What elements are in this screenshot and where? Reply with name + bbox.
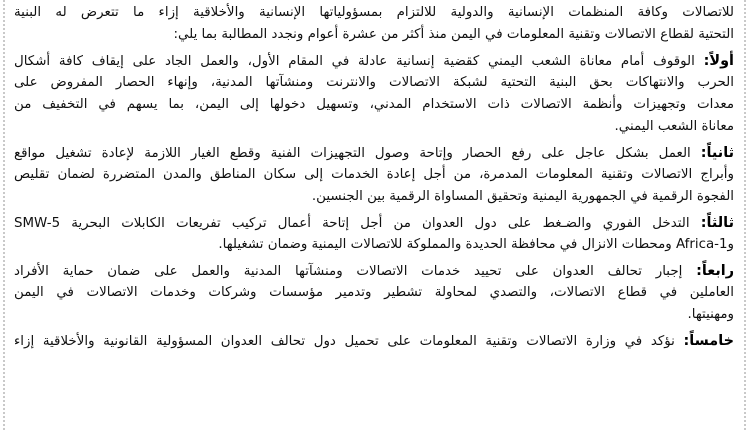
point-3-text-1: التدخل الفوري والضـغط على دول العدوان من أجل إتاحة أعمال تركيب تفريعات الكابلات البحرية bbox=[71, 216, 690, 231]
point-1-line-4: معاناة الشعب اليمني. bbox=[614, 119, 734, 134]
point-5-text-1: نؤكد في وزارة الاتصالات وتقنية المعلومات على تحميل دول تحالف العدوان المسؤولية القانونية والأخلاقية إزاء bbox=[14, 334, 675, 349]
point-1-line-3: معدات وتجهيزات وأنظمة الاتصالات ذات الاستخدام المدني، وتسهيل دخولها إلى اليمن، بما يسهم في التخفيف من bbox=[14, 97, 734, 112]
point-3-waw: و bbox=[727, 237, 734, 252]
intro-line-1: للاتصالات وكافة المنظمات الإنسانية والدولية للالتزام بمسؤولياتها الإنسانية والأخلاقية إزاء ما تتعرض له البنية bbox=[14, 5, 734, 20]
point-1-text-1: الوقوف أمام معاناة الشعب اليمني كقضية إنسانية عادلة في المقام الأول، والعمل الجاد على إيقاف كافة أشكال bbox=[14, 54, 695, 69]
point-4-label: رابعاً: bbox=[696, 263, 734, 279]
document-body bbox=[14, 0, 734, 352]
point-1-line-2: الحرب والانتهاكات بحق البنية التحتية لشبكة الاتصالات والانترنت ومنشآتها المدنية، وإنهاء الحصار المفروض على bbox=[14, 75, 734, 90]
intro-line-2: التحتية لقطاع الاتصالات وتقنية المعلومات في اليمن منذ أكثر من عشرة أعوام ونجدد المطالبة بما يلي: bbox=[173, 27, 734, 42]
point-3-line-1 bbox=[14, 212, 734, 234]
left-dotted-border bbox=[3, 0, 5, 430]
right-dotted-border bbox=[744, 0, 746, 430]
point-5-label: خامساً: bbox=[683, 333, 734, 349]
point-2-line-2: وأبراج الاتصالات وتقنية المعلومات المدمرة، من أجل إعادة الخدمات إلى سكان المناطق والمدن المتضررة لضمان تقليص bbox=[14, 167, 734, 182]
point-1-label: أولاً: bbox=[703, 53, 734, 69]
point-4-line-1 bbox=[14, 260, 734, 282]
point-1-line-1 bbox=[14, 50, 734, 72]
point-3-label: ثالثاً: bbox=[700, 215, 734, 231]
cable-smw5: SMW-5 bbox=[14, 216, 61, 231]
point-2-label: ثانياً: bbox=[700, 145, 734, 161]
point-5-line-1 bbox=[14, 330, 734, 352]
point-4-line-2: العاملين في قطاع الاتصالات، والتصدي لمحاولة تشطير وتدمير مؤسسات وشركات وخدمات الاتصالات في اليمن bbox=[14, 285, 734, 300]
point-4-line-3: ومهنيتها. bbox=[687, 307, 734, 322]
cable-africa1: Africa-1 bbox=[675, 237, 728, 252]
point-2-line-3: الفجوة الرقمية في الجمهورية اليمنية وتحقيق المساواة الرقمية بين الجنسين. bbox=[311, 189, 734, 204]
point-3-line-2 bbox=[14, 234, 734, 256]
point-4-text-1: إجبار تحالف العدوان على تحييد خدمات الاتصالات ومنشآتها المدنية والعمل على ضمان حماية الأفراد bbox=[14, 264, 683, 279]
point-2-line-1 bbox=[14, 142, 734, 164]
point-2-text-1: العمل بشكل عاجل على رفع الحصار وإتاحة وصول التجهيزات الفنية وقطع الغيار اللازمة لإعادة تشغيل مواقع bbox=[14, 146, 691, 161]
point-3-text-2: ومحطات الانزال في محافظة الحديدة والمملوكة للاتصالات اليمنية وضمان تشغيلها. bbox=[218, 237, 672, 252]
